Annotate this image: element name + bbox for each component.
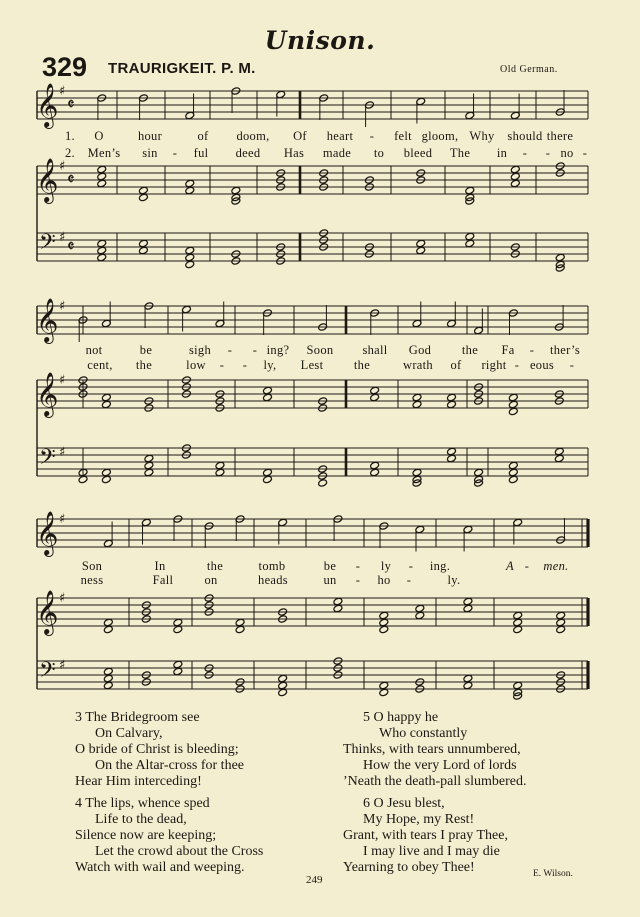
key-sharp: ♯ [59, 230, 66, 245]
note-head [554, 447, 564, 455]
time-signature: 𝄵 [67, 95, 75, 115]
tune-source-text: Old German. [500, 64, 558, 75]
stanza-line: On the Altar-cross for thee [95, 758, 245, 773]
stanza-line: Let the crowd about the Cross [95, 844, 264, 859]
lyric-syllable: should [507, 129, 543, 143]
stanza-line: Life to the dead, [95, 812, 187, 827]
note-head [97, 239, 107, 247]
note-head [474, 468, 484, 476]
note-head [103, 618, 113, 626]
note-head [370, 468, 380, 476]
lyric-syllable: of [197, 129, 209, 143]
bass-clef: 𝄢 [39, 445, 56, 475]
note-head [416, 246, 426, 254]
note-head [556, 625, 566, 633]
note-head [263, 386, 273, 394]
lyric-syllable: sin [142, 146, 158, 160]
note-head [333, 597, 343, 605]
note-head [416, 239, 426, 247]
stanza-line: Watch with wail and weeping. [75, 860, 245, 875]
time-signature: 𝄵 [67, 237, 75, 257]
lyric-syllable: tomb [258, 559, 286, 573]
lyric-syllable: hour [137, 129, 163, 143]
lyric-syllable: O [94, 129, 104, 143]
note-head [412, 468, 422, 476]
note-head [513, 625, 523, 633]
lyric-syllable: - [227, 343, 233, 357]
lyric-syllable: Lest [300, 358, 324, 372]
stanza-line: 4 The lips, whence sped [75, 796, 210, 811]
stanza-4 [75, 796, 263, 876]
lyric-syllable: ing? [266, 343, 290, 357]
lyric-syllable: - [219, 358, 225, 372]
lyric-syllable: Soon [306, 343, 334, 357]
lyric-syllable: sigh [188, 343, 212, 357]
stanza-line: Hear Him interceding! [75, 774, 202, 789]
stanza-line: Grant, with tears I pray Thee, [343, 828, 508, 843]
note-head [554, 454, 564, 462]
note-head [138, 246, 148, 254]
page-heading: Unison. [264, 26, 376, 55]
lyric-syllable: no [560, 146, 574, 160]
note-head [333, 604, 343, 612]
stanza-line: 5 O happy he [363, 710, 439, 725]
lyric-syllable: God [408, 343, 432, 357]
lyric-syllable: the [353, 358, 371, 372]
note-head [173, 618, 183, 626]
lyric-syllable: - [582, 146, 588, 160]
note-head [97, 246, 107, 254]
lyric-syllable: - [355, 559, 361, 573]
note-head [379, 618, 389, 626]
stanza-line: Who constantly [379, 726, 468, 741]
treble-clef: 𝄞 [36, 590, 59, 634]
lyric-syllable: wrath [403, 358, 433, 372]
note-head [379, 625, 389, 633]
hymn-number: 329 [42, 52, 88, 82]
note-head [513, 611, 523, 619]
lyric-syllable: deed [235, 146, 261, 160]
lyric-syllable: not [85, 343, 103, 357]
stanza-5 [343, 710, 526, 790]
note-head [447, 454, 457, 462]
bass-clef: 𝄢 [39, 230, 56, 260]
note-head [379, 688, 389, 696]
lyric-syllable: - [252, 343, 258, 357]
lyric-syllable: Fa [501, 343, 515, 357]
page-number: 249 [306, 874, 323, 886]
note-head [463, 604, 473, 612]
lyric-syllable: low [186, 358, 206, 372]
note-head [463, 674, 473, 682]
note-head [173, 667, 183, 675]
lyric-syllable: the [206, 559, 224, 573]
stanza-line: On Calvary, [95, 726, 163, 741]
note-head [215, 461, 225, 469]
lyric-syllable: heads [258, 573, 288, 587]
lyric-syllable: - [242, 358, 248, 372]
note-head [556, 611, 566, 619]
lyric-syllable: bleed [403, 146, 433, 160]
note-head [318, 479, 328, 487]
lyric-syllable: Fall [152, 573, 174, 587]
note-head [185, 260, 195, 268]
note-head [103, 681, 113, 689]
lyric-syllable: be [139, 343, 153, 357]
treble-clef: 𝄞 [36, 511, 59, 555]
note-head [103, 625, 113, 633]
note-head [412, 393, 422, 401]
note-head [185, 253, 195, 261]
note-head [103, 674, 113, 682]
note-head [185, 179, 195, 187]
note-head [263, 468, 273, 476]
stanza-line: Yearning to obey Thee! [343, 860, 475, 875]
lyric-syllable: - [514, 358, 520, 372]
note-head [138, 186, 148, 194]
note-head [465, 232, 475, 240]
note-head [185, 246, 195, 254]
note-head [415, 611, 425, 619]
note-head [379, 611, 389, 619]
tune-name: TRAURIGKEIT. P. M. [108, 60, 256, 77]
lyric-syllable: Has [283, 146, 305, 160]
lyric-syllable: be [323, 559, 337, 573]
stanza-line: ’Neath the death-pall slumbered. [343, 774, 527, 789]
key-sharp: ♯ [59, 591, 66, 606]
lyric-syllable: - [569, 358, 575, 372]
lyric-syllable: the [135, 358, 153, 372]
treble-clef: 𝄞 [36, 83, 59, 127]
note-head [508, 407, 518, 415]
treble-clef: 𝄞 [36, 298, 59, 342]
note-head [235, 625, 245, 633]
note-head [556, 618, 566, 626]
stanza-line: How the very Lord of lords [363, 758, 517, 773]
lyric-syllable: Men’s [87, 146, 121, 160]
note-head [138, 193, 148, 201]
text-author: E. Wilson. [533, 869, 573, 879]
note-head [508, 475, 518, 483]
lyric-syllable: ful [193, 146, 209, 160]
note-head [447, 393, 457, 401]
lyric-syllable: ther’s [549, 343, 581, 357]
note-head [465, 186, 475, 194]
stanza-line: I may live and I may die [363, 844, 500, 859]
lyric-syllable: un [323, 573, 337, 587]
note-head [97, 179, 107, 187]
note-head [370, 393, 380, 401]
note-head [278, 688, 288, 696]
key-sharp: ♯ [59, 299, 66, 314]
note-head [215, 468, 225, 476]
stanza-6 [343, 796, 508, 876]
note-head [101, 400, 111, 408]
stanza-line: 6 O Jesu blest, [363, 796, 445, 811]
stanza-line: Silence now are keeping; [75, 828, 217, 843]
stanza-3 [75, 710, 244, 790]
note-head [370, 386, 380, 394]
key-sharp: ♯ [59, 512, 66, 527]
lyric-syllable: In [154, 559, 166, 573]
lyric-syllable: there [546, 129, 574, 143]
note-head [278, 681, 288, 689]
lyric-syllable: shall [362, 343, 388, 357]
lyric-syllable: in [496, 146, 508, 160]
note-head [278, 674, 288, 682]
key-sharp: ♯ [59, 658, 66, 673]
lyric-syllable: A [506, 559, 514, 573]
lyric-syllable: - [522, 146, 528, 160]
lyric-syllable: right [481, 358, 507, 372]
lyric-syllable: men. [543, 559, 569, 573]
note-head [138, 239, 148, 247]
note-head [101, 393, 111, 401]
key-sharp: ♯ [59, 159, 66, 174]
lyric-syllable: Why [469, 129, 495, 143]
note-head [379, 681, 389, 689]
lyric-syllable: doom, [236, 129, 270, 143]
lyric-syllable: ly. [447, 573, 461, 587]
verse-number: 2. [65, 146, 75, 160]
lyric-syllable: heart [326, 129, 354, 143]
note-head [463, 597, 473, 605]
note-head [412, 400, 422, 408]
lyric-syllable: ness [80, 573, 104, 587]
key-sharp: ♯ [59, 373, 66, 388]
note-head [97, 172, 107, 180]
note-head [508, 400, 518, 408]
stanza-line: My Hope, my Rest! [363, 812, 475, 827]
lyric-syllable: - [524, 559, 530, 573]
lyric-syllable: Of [293, 129, 307, 143]
lyric-syllable: on [204, 573, 218, 587]
note-head [370, 461, 380, 469]
note-head [173, 625, 183, 633]
lyric-syllable: ly [380, 559, 392, 573]
lyric-syllable: the [461, 343, 479, 357]
lyric-syllable: - [369, 129, 375, 143]
note-head [97, 253, 107, 261]
note-head [415, 604, 425, 612]
note-head [508, 393, 518, 401]
verse-number: 1. [65, 129, 75, 143]
note-head [510, 179, 520, 187]
stanza-line: Thinks, with tears unnumbered, [343, 742, 521, 757]
note-head [231, 186, 241, 194]
note-head [78, 475, 88, 483]
key-sharp: ♯ [59, 84, 66, 99]
note-head [463, 681, 473, 689]
lyric-syllable: to [373, 146, 385, 160]
lyric-syllable: ho [377, 573, 391, 587]
treble-clef: 𝄞 [36, 158, 59, 202]
lyric-syllable: - [172, 146, 178, 160]
bass-clef: 𝄢 [39, 658, 56, 688]
lyric-syllable: eous [529, 358, 555, 372]
lyric-syllable: - [545, 146, 551, 160]
lyric-syllable: gloom, [421, 129, 459, 143]
note-head [447, 447, 457, 455]
stanza-line: O bride of Christ is bleeding; [75, 742, 239, 757]
lyric-syllable: - [355, 573, 361, 587]
time-signature: 𝄵 [67, 170, 75, 190]
note-head [235, 618, 245, 626]
lyric-syllable: - [408, 559, 414, 573]
lyric-syllable: felt [394, 129, 412, 143]
note-head [510, 165, 520, 173]
note-head [101, 475, 111, 483]
note-head [97, 165, 107, 173]
lyric-syllable: Son [81, 559, 103, 573]
note-head [173, 660, 183, 668]
lyric-syllable: made [322, 146, 352, 160]
note-head [263, 393, 273, 401]
note-head [510, 172, 520, 180]
note-head [465, 239, 475, 247]
note-head [508, 461, 518, 469]
treble-clef: 𝄞 [36, 372, 59, 416]
lyric-syllable: - [529, 343, 535, 357]
lyric-syllable: of [450, 358, 462, 372]
lyric-syllable: cent, [87, 358, 113, 372]
note-head [513, 618, 523, 626]
note-head [555, 253, 565, 261]
note-head [513, 681, 523, 689]
lyric-syllable: ing. [429, 559, 451, 573]
note-head [447, 400, 457, 408]
note-head [508, 468, 518, 476]
note-head [144, 454, 154, 462]
key-sharp: ♯ [59, 445, 66, 460]
note-head [263, 475, 273, 483]
stanza-line: 3 The Bridegroom see [75, 710, 200, 725]
note-head [103, 667, 113, 675]
note-head [144, 468, 154, 476]
note-head [185, 186, 195, 194]
lyric-syllable: ly, [263, 358, 277, 372]
note-head [144, 461, 154, 469]
lyric-syllable: The [449, 146, 471, 160]
note-head [101, 468, 111, 476]
lyric-syllable: - [406, 573, 412, 587]
